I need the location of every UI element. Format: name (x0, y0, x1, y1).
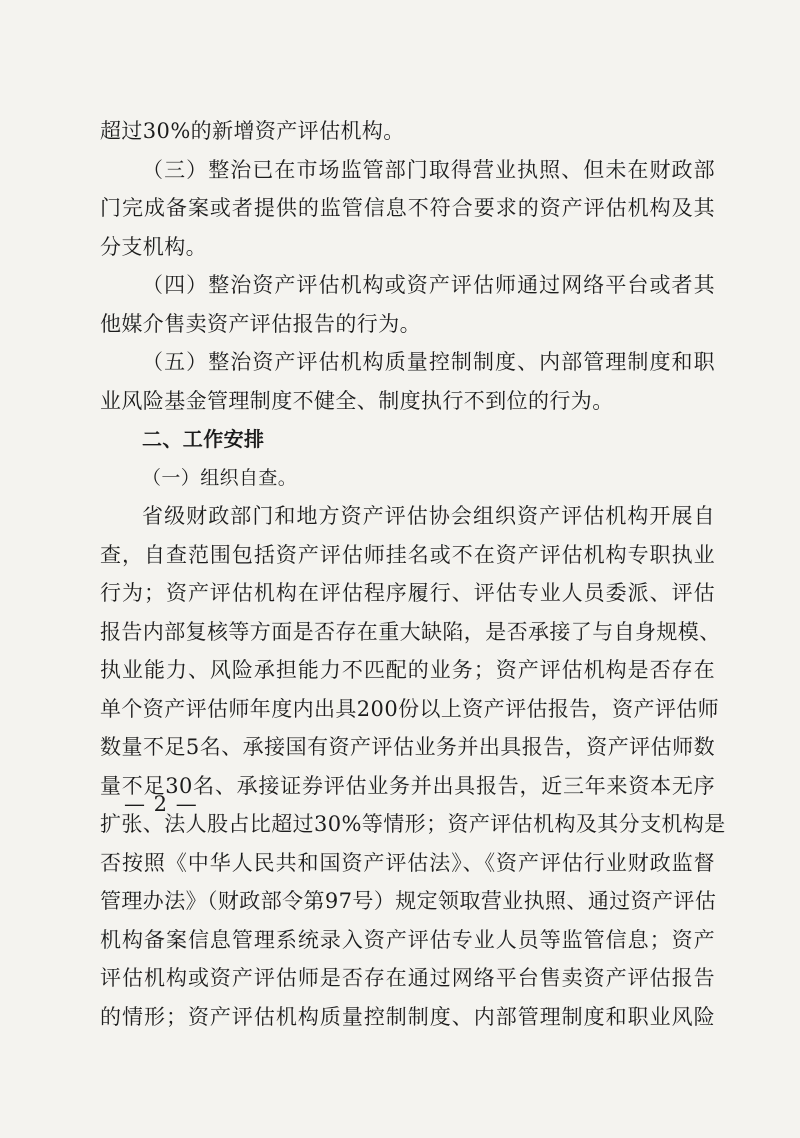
text-line: 查，自查范围包括资产评估师挂名或不在资产评估机构专职执业 (100, 542, 715, 567)
text-line: 的情形；资产评估机构质量控制制度、内部管理制度和职业风险 (100, 1004, 715, 1029)
text-line: 他媒介售卖资产评估报告的行为。 (100, 311, 421, 336)
page-number: — 2 — (124, 792, 198, 816)
text-line: 门完成备案或者提供的监管信息不符合要求的资产评估机构及其 (100, 196, 715, 220)
text-line: 数量不足5名、承接国有资产评估业务并出具报告，资产评估师数 (100, 735, 715, 759)
text-line: 行为；资产评估机构在评估程序履行、评估专业人员委派、评估 (100, 581, 715, 605)
text-line: 管理办法》（财政部令第97号）规定领取营业执照、通过资产评估 (100, 889, 717, 913)
text-line: （三）整治已在市场监管部门取得营业执照、但未在财政部 (142, 157, 715, 182)
text-line: （四）整治资产评估机构或资产评估师通过网络平台或者其 (142, 273, 715, 297)
text-line: 评估机构或资产评估师是否存在通过网络平台售卖资产评估报告 (100, 966, 715, 990)
text-line: 量不足30名、承接证券评估业务并出具报告，近三年来资本无序 (100, 773, 715, 798)
text-line: 业风险基金管理制度不健全、制度执行不到位的行为。 (100, 388, 614, 413)
text-line: 省级财政部门和地方资产评估协会组织资产评估机构开展自 (142, 504, 715, 528)
document-body (100, 112, 726, 1036)
subsection-heading: （一）组织自查。 (142, 466, 298, 489)
text-line: 扩张、法人股占比超过30%等情形；资产评估机构及其分支机构是 (100, 812, 726, 836)
text-line: 分支机构。 (100, 234, 207, 259)
text-line: 机构备案信息管理系统录入资产评估专业人员等监管信息；资产 (100, 927, 715, 952)
text-line: 单个资产评估师年度内出具200份以上资产评估报告，资产评估师 (100, 696, 720, 721)
section-heading: 二、工作安排 (142, 427, 265, 451)
text-line: 报告内部复核等方面是否存在重大缺陷，是否承接了与自身规模、 (100, 619, 721, 644)
text-line: 超过30%的新增资产评估机构。 (100, 119, 405, 143)
text-line: 否按照《中华人民共和国资产评估法》、《资产评估行业财政监督 (100, 850, 715, 875)
text-line: （五）整治资产评估机构质量控制制度、内部管理制度和职 (142, 350, 715, 374)
text-line: 执业能力、风险承担能力不匹配的业务；资产评估机构是否存在 (100, 658, 715, 682)
